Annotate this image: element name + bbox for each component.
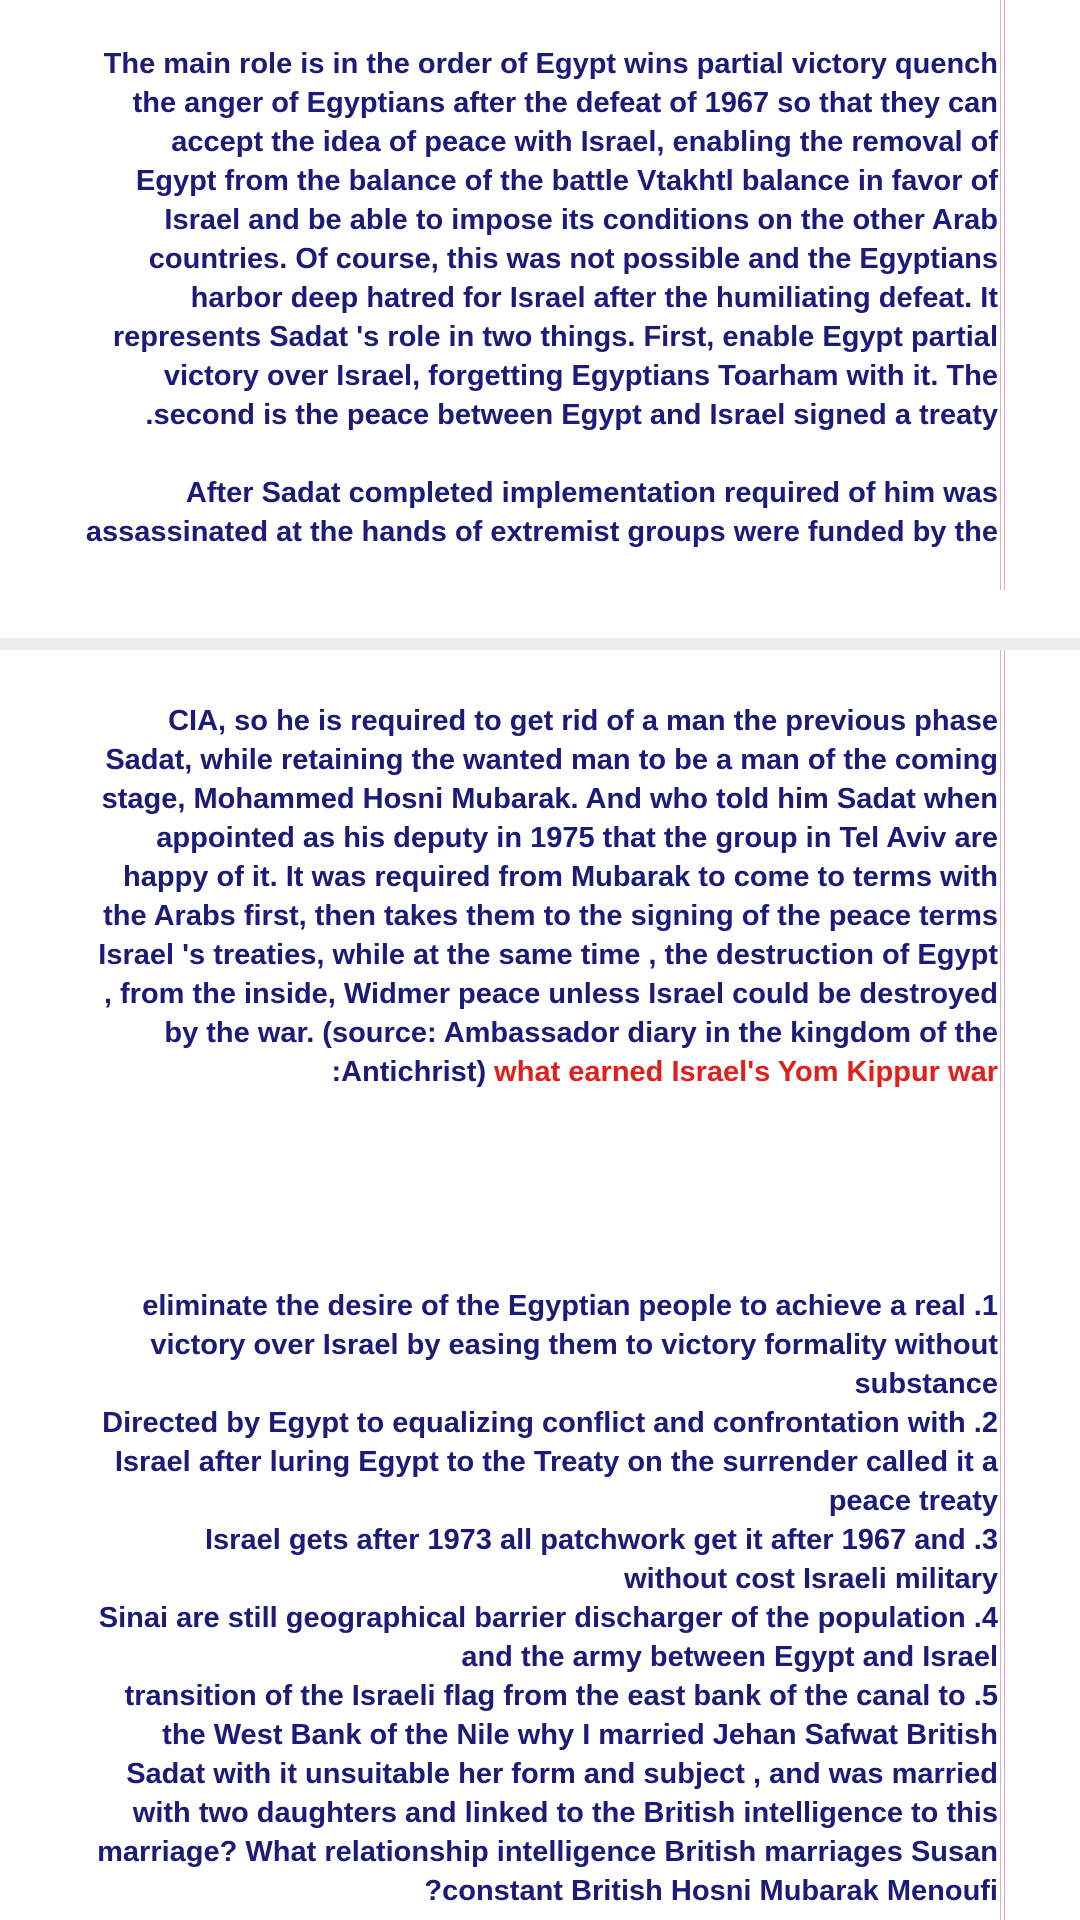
text-line: countries. Of course, this was not possible and the Egyptians xyxy=(148,243,998,275)
paragraph-3 xyxy=(0,702,998,1092)
list-item-line: Israel after luring Egypt to the Treaty on the surrender called it a xyxy=(114,1446,998,1478)
text-line: by the war. (source: Ambassador diary in the kingdom of the xyxy=(164,1017,998,1049)
list-item-line: eliminate the desire of the Egyptian people to achieve a real .1 xyxy=(142,1290,998,1322)
text-line: the Arabs first, then takes them to the signing of the peace terms xyxy=(103,900,998,932)
text-line: Sadat, while retaining the wanted man to be a man of the coming xyxy=(105,744,998,776)
text-line: , from the inside, Widmer peace unless Israel could be destroyed xyxy=(103,978,998,1010)
text-line: Egypt from the balance of the battle Vtakhtl balance in favor of xyxy=(135,165,998,197)
text-line: victory over Israel, forgetting Egyptians Toarham with it. The xyxy=(163,360,998,392)
document-page-bottom xyxy=(0,650,1080,1920)
text-line: .second is the peace between Egypt and Israel signed a treaty xyxy=(145,399,998,431)
text-line: Israel 's treaties, while at the same time , the destruction of Egypt xyxy=(98,939,998,971)
page-separator xyxy=(0,638,1080,650)
list-item-line: victory over Israel by easing them to victory formality without xyxy=(150,1329,998,1361)
text-line: After Sadat completed implementation required of him was xyxy=(185,477,998,509)
list-item-line: ?constant British Hosni Mubarak Menoufi xyxy=(424,1875,998,1907)
numbered-list xyxy=(0,1287,998,1911)
paragraph-2 xyxy=(0,474,998,552)
margin-line xyxy=(1000,0,1001,590)
text-line: Israel and be able to impose its conditions on the other Arab xyxy=(164,204,998,236)
list-item-line: Israel gets after 1973 all patchwork get it after 1967 and .3 xyxy=(204,1524,998,1556)
list-item-line: without cost Israeli military xyxy=(624,1563,998,1595)
list-item-line: Sadat with it unsuitable her form and subject , and was married xyxy=(126,1758,998,1790)
list-item-line: substance xyxy=(854,1368,998,1400)
text-line: The main role is in the order of Egypt wins partial victory quench xyxy=(103,48,998,80)
text-line: accept the idea of peace with Israel, enabling the removal of xyxy=(171,126,998,158)
list-item-line: Directed by Egypt to equalizing conflict and confrontation with .2 xyxy=(102,1407,998,1439)
list-item-line: and the army between Egypt and Israel xyxy=(461,1641,998,1673)
text-line: happy of it. It was required from Mubarak to come to terms with xyxy=(123,861,998,893)
document-page-top xyxy=(0,0,1080,638)
text-line xyxy=(0,1053,998,1092)
text-segment: :Antichrist) xyxy=(331,1056,495,1088)
margin-line xyxy=(1000,650,1001,1920)
list-item-line: the West Bank of the Nile why I married Jehan Safwat British xyxy=(162,1719,998,1751)
list-item-line: marriage? What relationship intelligence British marriages Susan xyxy=(97,1836,998,1868)
text-line: CIA, so he is required to get rid of a man the previous phase xyxy=(168,705,998,737)
list-item-line: with two daughters and linked to the British intelligence to this xyxy=(132,1797,998,1829)
text-line: appointed as his deputy in 1975 that the group in Tel Aviv are xyxy=(156,822,998,854)
highlighted-heading: what earned Israel's Yom Kippur war xyxy=(494,1056,998,1088)
text-line: represents Sadat 's role in two things. First, enable Egypt partial xyxy=(112,321,998,353)
text-line: harbor deep hatred for Israel after the humiliating defeat. It xyxy=(190,282,998,314)
margin-line xyxy=(1004,650,1005,1920)
text-line: the anger of Egyptians after the defeat of 1967 so that they can xyxy=(132,87,998,119)
list-item-line: transition of the Israeli flag from the east bank of the canal to .5 xyxy=(124,1680,998,1712)
margin-line xyxy=(1004,0,1005,590)
list-item-line: peace treaty xyxy=(828,1485,998,1517)
text-line: stage, Mohammed Hosni Mubarak. And who told him Sadat when xyxy=(101,783,998,815)
text-line: assassinated at the hands of extremist groups were funded by the xyxy=(85,516,998,548)
paragraph-1 xyxy=(0,45,998,435)
list-item-line: Sinai are still geographical barrier discharger of the population .4 xyxy=(98,1602,998,1634)
